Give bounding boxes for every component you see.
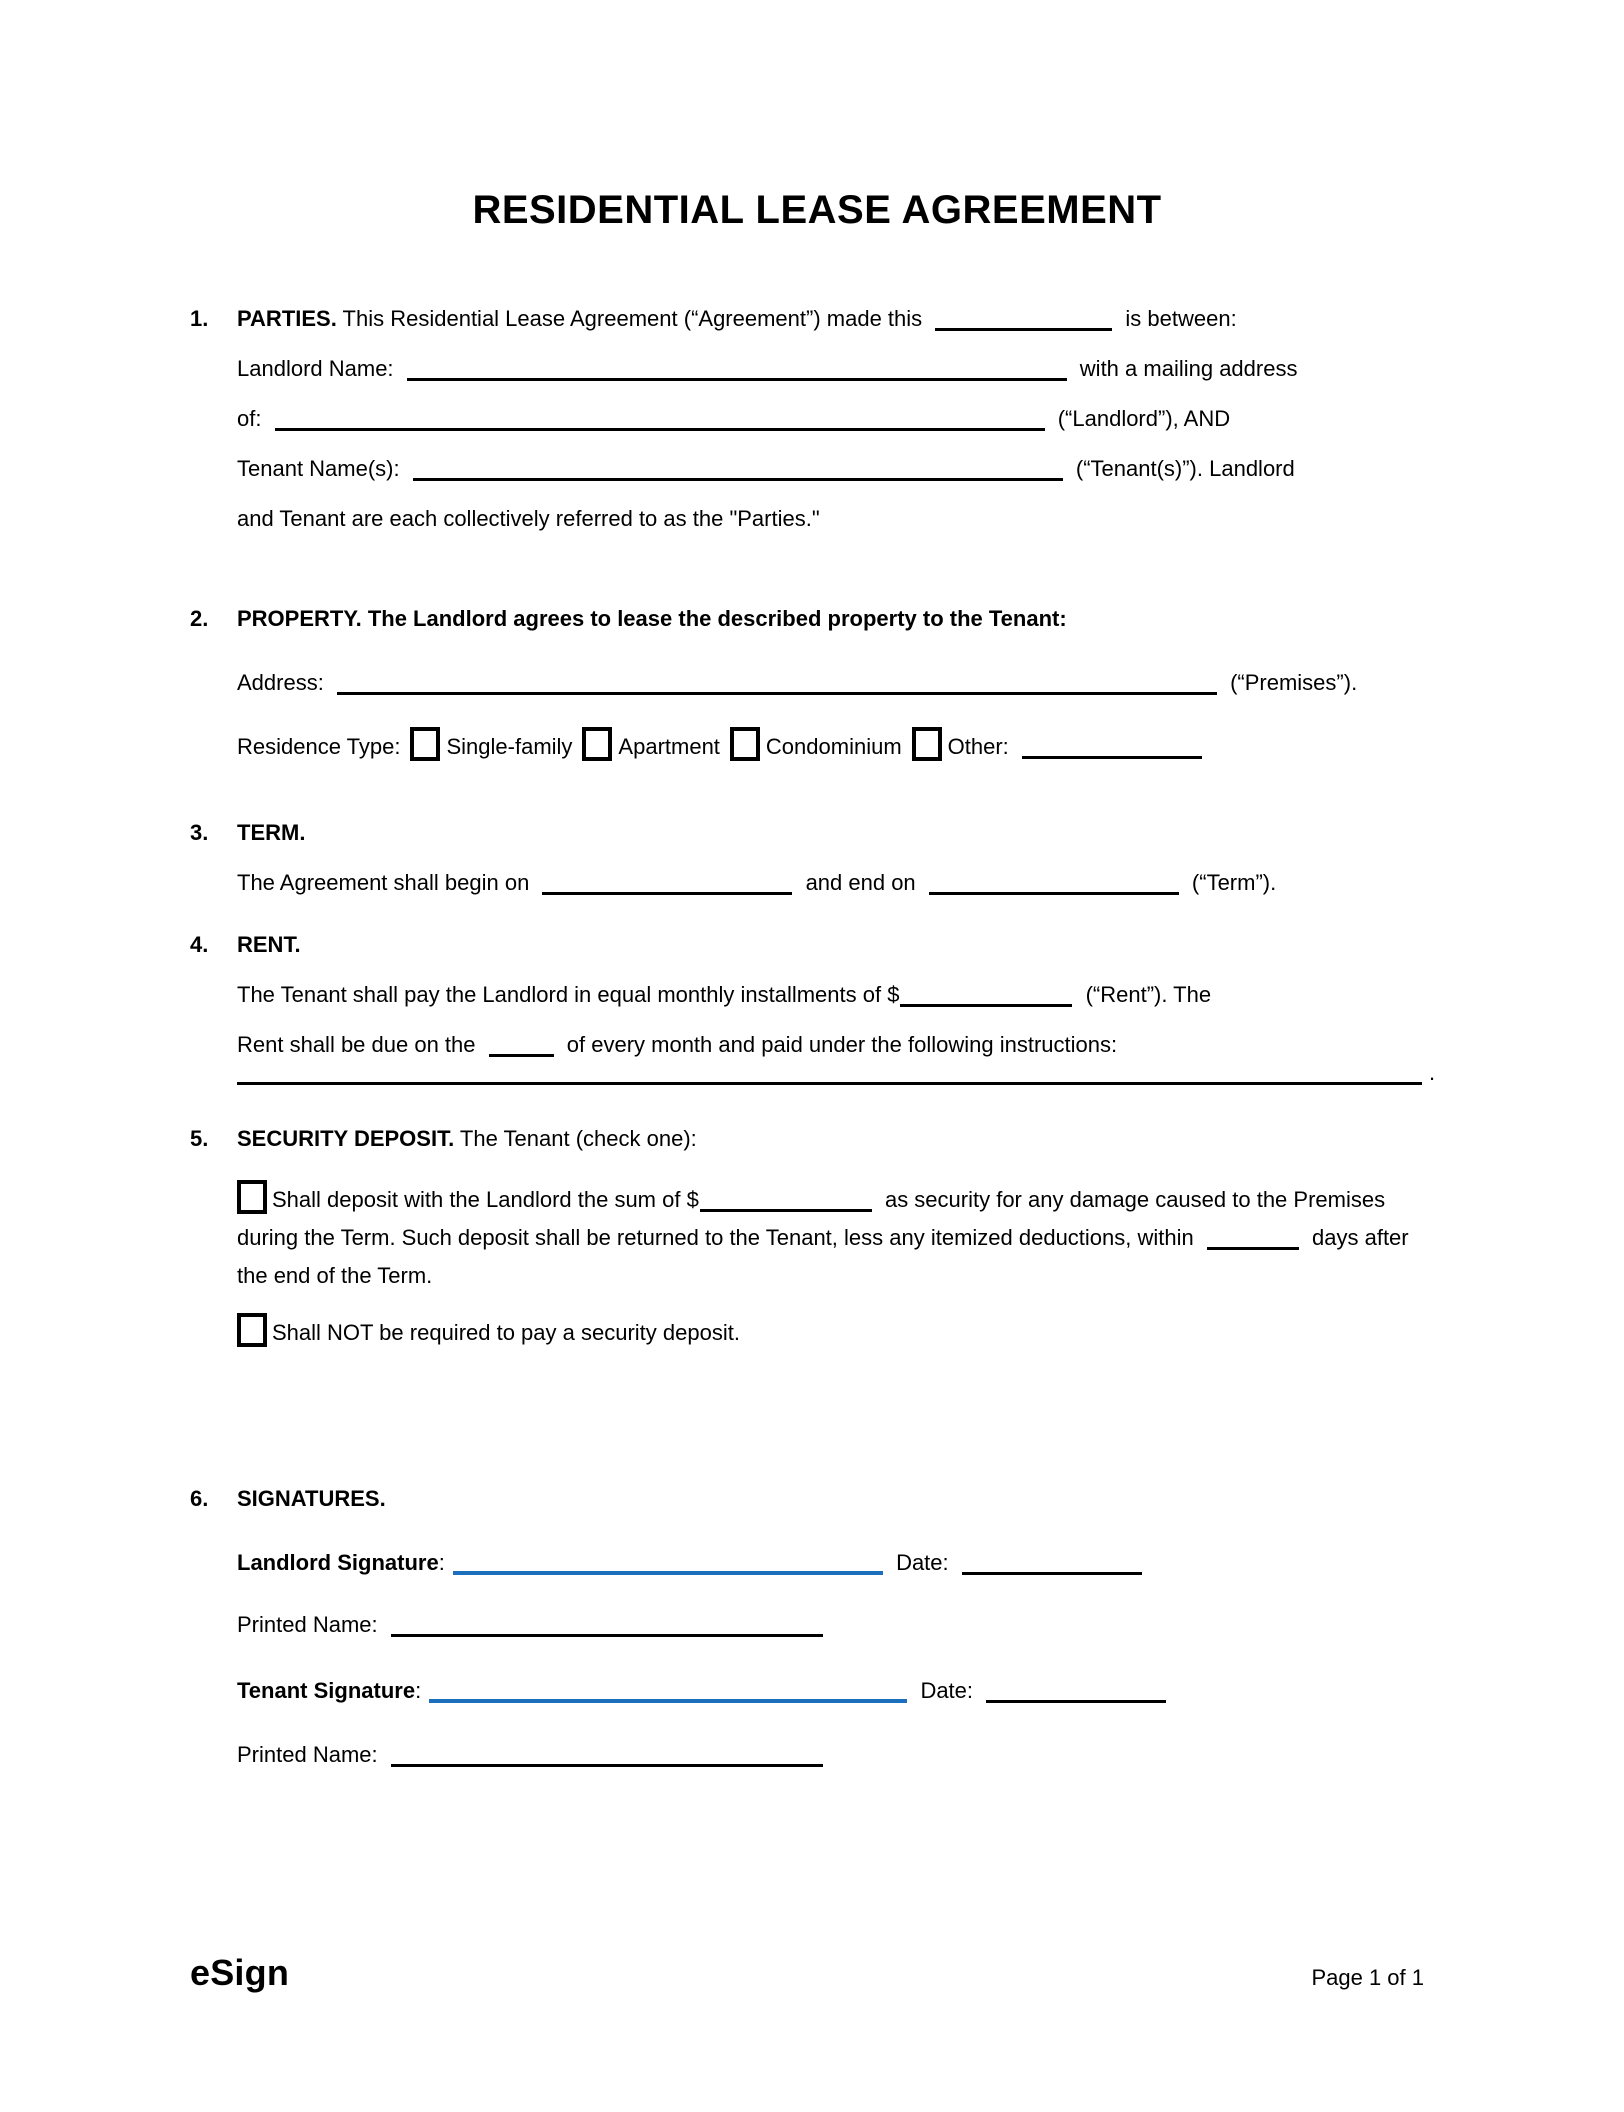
parties-intro-text: This Residential Lease Agreement (“Agreement”) made this — [342, 306, 923, 331]
security-deposit-no-checkbox[interactable] — [237, 1313, 267, 1347]
tenant-printed-name-row — [190, 1730, 1444, 1780]
landlord-signature-row — [190, 1538, 1444, 1588]
tenant-printed-name-blank[interactable] — [391, 1744, 823, 1767]
landlord-name-row — [190, 344, 1444, 394]
section-security-heading — [190, 1114, 1444, 1164]
security-option1-text1: Shall deposit with the Landlord the sum of $ — [272, 1187, 699, 1212]
section-signatures-heading — [190, 1474, 1444, 1524]
address-blank[interactable] — [337, 672, 1217, 695]
address-row — [190, 658, 1444, 708]
landlord-signature-label: Landlord Signature — [237, 1550, 439, 1575]
tenant-name-label: Tenant Name(s): — [237, 456, 400, 481]
security-option1-text3: days after the end of the Term. — [237, 1225, 1409, 1288]
term-dates-row — [190, 858, 1444, 908]
colon: : — [438, 1550, 445, 1575]
residence-type-row — [190, 722, 1444, 772]
checkbox-other[interactable] — [912, 727, 942, 761]
section-number: 3. — [190, 820, 209, 845]
section-heading: TERM. — [237, 820, 306, 845]
printed-name-label: Printed Name: — [237, 1612, 378, 1637]
parties-closing-row — [190, 494, 1444, 544]
mailing-address-blank[interactable] — [275, 408, 1045, 431]
landlord-name-label: Landlord Name: — [237, 356, 394, 381]
residence-type-label: Residence Type: — [237, 734, 401, 759]
tenant-signature-row — [190, 1666, 1444, 1716]
page-title: RESIDENTIAL LEASE AGREEMENT — [472, 188, 1162, 232]
section-property-heading — [190, 594, 1444, 644]
tenant-name-after: (“Tenant(s)”). Landlord — [1075, 456, 1295, 481]
deposit-days-blank[interactable] — [1207, 1227, 1299, 1250]
landlord-name-after: with a mailing address — [1079, 356, 1298, 381]
parties-closing-text: and Tenant are each collectively referred to as the "Parties." — [237, 506, 820, 531]
printed-name-label: Printed Name: — [237, 1742, 378, 1767]
term-end-date-blank[interactable] — [929, 872, 1179, 895]
term-between-text: and end on — [805, 870, 916, 895]
security-option1-text2: as security for any damage caused to the Premises during the Term. Such deposit shall be returned to the Tenant, less any itemized deductions, within — [237, 1187, 1386, 1250]
tenant-signature-label: Tenant Signature — [237, 1678, 416, 1703]
rent-due-day-blank[interactable] — [489, 1034, 554, 1057]
option-label-other: Other: — [947, 734, 1009, 759]
section-number: 5. — [190, 1126, 209, 1151]
rent-line2-text: Rent shall be due on the — [237, 1032, 476, 1057]
security-deposit-yes-checkbox[interactable] — [237, 1180, 267, 1214]
tenant-signature-field[interactable] — [429, 1679, 907, 1703]
esign-logo: eSign — [190, 1952, 290, 1993]
security-option-1 — [190, 1180, 1444, 1295]
rent-line1-text: The Tenant shall pay the Landlord in equal monthly installments of $ — [237, 982, 900, 1007]
tenant-date-blank[interactable] — [986, 1680, 1166, 1703]
term-start-date-blank[interactable] — [542, 872, 792, 895]
section-heading: RENT. — [237, 932, 301, 957]
mailing-address-row — [190, 394, 1444, 444]
page-number-label: Page 1 of 1 — [1311, 1965, 1424, 1990]
colon: : — [415, 1678, 422, 1703]
term-before-text: The Agreement shall begin on — [237, 870, 530, 895]
tenant-name-row — [190, 444, 1444, 494]
section-parties-heading — [190, 294, 1444, 344]
landlord-printed-name-blank[interactable] — [391, 1614, 823, 1637]
of-label: of: — [237, 406, 262, 431]
landlord-printed-name-row — [190, 1600, 1444, 1650]
deposit-amount-blank[interactable] — [700, 1189, 872, 1212]
section-heading: PARTIES. — [237, 306, 337, 331]
date-label: Date: — [896, 1550, 949, 1575]
of-after: (“Landlord”), AND — [1057, 406, 1231, 431]
section-heading: SECURITY DEPOSIT. — [237, 1126, 455, 1151]
landlord-signature-field[interactable] — [453, 1551, 883, 1575]
rule-period: . — [1429, 1060, 1436, 1085]
section-number: 2. — [190, 606, 209, 631]
section-heading: SIGNATURES. — [237, 1486, 386, 1511]
rent-line1-after: (“Rent”). The — [1085, 982, 1212, 1007]
tenant-name-blank[interactable] — [413, 458, 1063, 481]
rent-amount-row — [190, 970, 1444, 1020]
property-heading-rest: The Landlord agrees to lease the described property to the Tenant: — [367, 606, 1067, 631]
rent-line2-after: of every month and paid under the following instructions: — [566, 1032, 1118, 1057]
page-footer — [190, 1952, 1424, 1994]
rent-amount-blank[interactable] — [900, 984, 1072, 1007]
security-option-2 — [190, 1313, 1444, 1352]
landlord-date-blank[interactable] — [962, 1552, 1142, 1575]
option-label-condominium: Condominium — [765, 734, 902, 759]
option-label-apartment: Apartment — [618, 734, 720, 759]
date-label: Date: — [920, 1678, 974, 1703]
term-after-text: (“Term”). — [1191, 870, 1277, 895]
payment-instructions-blank[interactable] — [237, 1062, 1422, 1085]
section-number: 1. — [190, 306, 209, 331]
address-after: (“Premises”). — [1230, 670, 1358, 695]
other-residence-blank[interactable] — [1022, 736, 1202, 759]
section-term-heading — [190, 808, 1444, 858]
security-heading-rest: The Tenant (check one): — [459, 1126, 697, 1151]
option-label-single-family: Single-family — [446, 734, 573, 759]
landlord-name-blank[interactable] — [407, 358, 1067, 381]
address-label: Address: — [237, 670, 324, 695]
section-heading: PROPERTY. — [237, 606, 362, 631]
section-number: 4. — [190, 932, 209, 957]
section-rent-heading — [190, 920, 1444, 970]
checkbox-apartment[interactable] — [582, 727, 612, 761]
checkbox-condominium[interactable] — [730, 727, 760, 761]
payment-instructions-row — [190, 1058, 1444, 1088]
made-this-date-blank[interactable] — [935, 308, 1112, 331]
checkbox-single-family[interactable] — [410, 727, 440, 761]
security-option2-text: Shall NOT be required to pay a security deposit. — [272, 1320, 740, 1345]
section-number: 6. — [190, 1486, 209, 1511]
parties-intro-after: is between: — [1125, 306, 1237, 331]
